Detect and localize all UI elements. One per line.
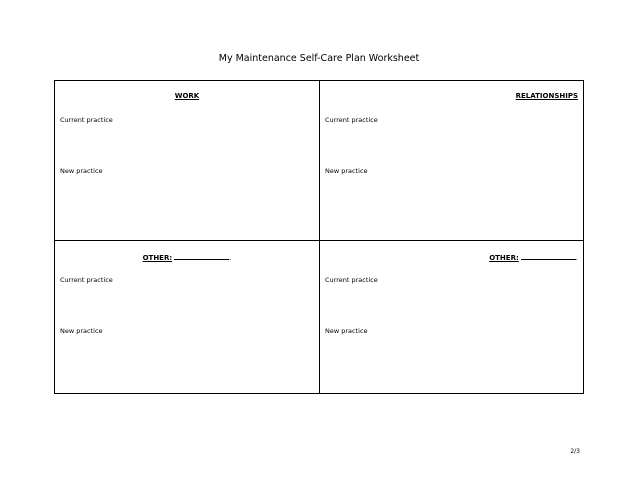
cell-other-right: [320, 241, 584, 399]
current-practice-label: Current practice: [60, 116, 113, 124]
cell-other-left: [55, 241, 319, 399]
current-practice-label: Current practice: [325, 276, 378, 284]
worksheet-grid: [54, 80, 584, 394]
new-practice-label: New practice: [325, 327, 368, 335]
other-blank-line: [521, 252, 576, 260]
cell-heading-work: WORK: [174, 92, 200, 100]
new-practice-label: New practice: [325, 167, 368, 175]
other-heading-suffix: .: [229, 254, 232, 262]
page-number: 2/3: [570, 448, 580, 455]
page-title: My Maintenance Self-Care Plan Worksheet: [218, 53, 420, 64]
other-heading-text: OTHER:: [142, 254, 173, 262]
cell-heading-other: [489, 252, 578, 262]
other-blank-line: [174, 252, 232, 262]
current-practice-label: Current practice: [325, 116, 378, 124]
other-heading-text: OTHER:: [489, 254, 519, 262]
cell-relationships: [320, 81, 584, 239]
other-heading-suffix: .: [575, 254, 578, 262]
cell-heading-other: [55, 252, 319, 262]
new-practice-label: New practice: [60, 167, 103, 175]
cell-work: [55, 81, 319, 239]
current-practice-label: Current practice: [60, 276, 113, 284]
new-practice-label: New practice: [60, 327, 103, 335]
cell-heading-relationships: RELATIONSHIPS: [515, 92, 578, 100]
